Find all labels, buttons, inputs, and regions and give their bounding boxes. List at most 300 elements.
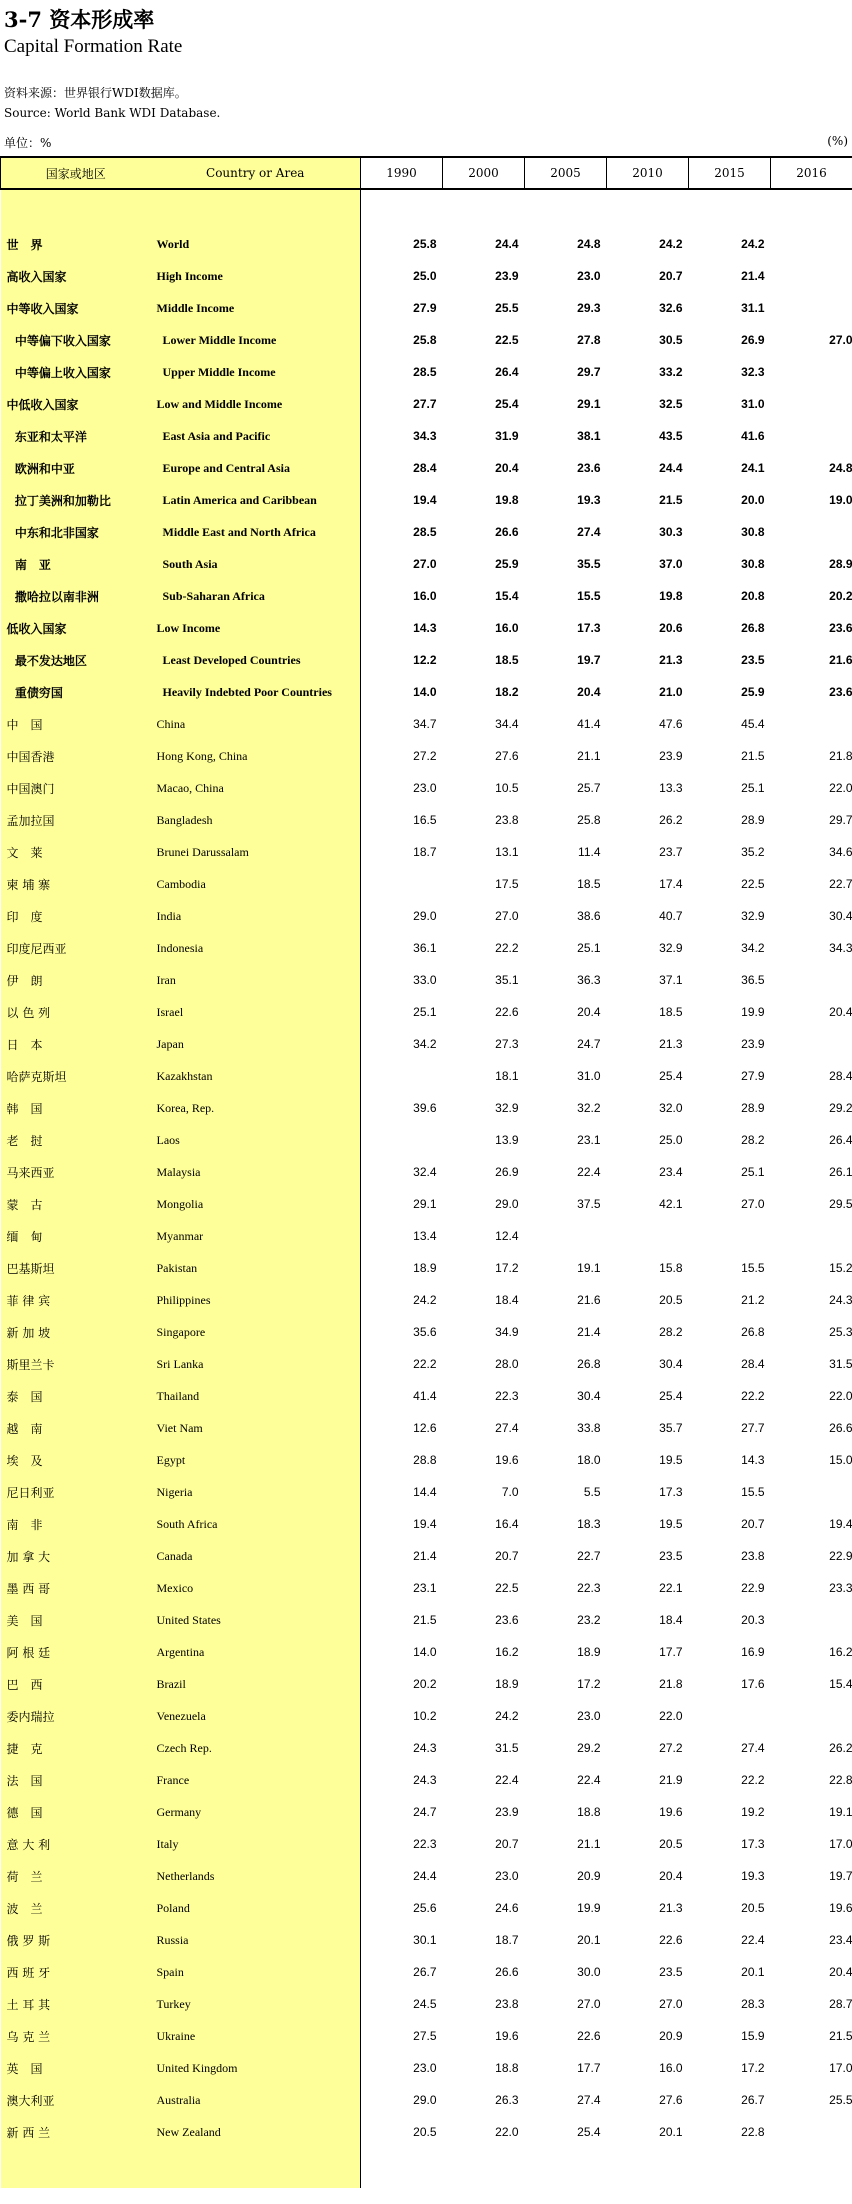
value-cell: 34.4: [495, 717, 519, 731]
country-name-cn: 中低收入国家: [1, 388, 151, 420]
value-cell: 22.0: [829, 781, 852, 795]
value-cell: 24.2: [659, 237, 683, 251]
value-cell: 21.5: [741, 749, 765, 763]
table-row: [1, 964, 852, 996]
value-cell: 11.4: [578, 845, 601, 859]
value-cell: 19.3: [577, 493, 601, 507]
value-cell: 31.5: [829, 1357, 852, 1371]
value-cell: 16.5: [413, 813, 437, 827]
value-cell: 27.4: [577, 2093, 601, 2107]
value-cell: 16.0: [495, 621, 519, 635]
value-cell: 22.0: [495, 2125, 519, 2139]
value-cell: 27.2: [413, 749, 437, 763]
value-cell: 22.9: [829, 1549, 852, 1563]
value-cell: [771, 1700, 852, 1732]
value-cell: 27.9: [741, 1069, 765, 1083]
value-cell: 28.9: [741, 813, 765, 827]
value-cell: 25.9: [741, 685, 765, 699]
value-cell: 14.0: [413, 1645, 437, 1659]
table-row: [1, 1476, 852, 1508]
value-cell: 17.3: [577, 621, 601, 635]
value-cell: 25.1: [413, 1005, 437, 1019]
value-cell: 21.3: [659, 1037, 683, 1051]
value-cell: 17.4: [659, 877, 683, 891]
value-cell: 23.4: [829, 1933, 852, 1947]
value-cell: 25.0: [659, 1133, 683, 1147]
value-cell: 23.9: [495, 269, 519, 283]
value-cell: 29.0: [413, 2093, 437, 2107]
value-cell: 18.5: [495, 653, 519, 667]
value-cell: [771, 420, 852, 452]
value-cell: 22.8: [829, 1773, 852, 1787]
country-name-en: Israel: [151, 996, 361, 1028]
value-cell: 33.0: [413, 973, 437, 987]
value-cell: 20.6: [659, 621, 683, 635]
value-cell: 32.0: [659, 1101, 683, 1115]
table-row: [1, 1124, 852, 1156]
spacer-cell: [689, 189, 771, 228]
table-row: [1, 1444, 852, 1476]
table-row: [1, 1572, 852, 1604]
value-cell: [771, 516, 852, 548]
country-name-cn: 意 大 利: [1, 1828, 151, 1860]
country-name-cn: 阿 根 廷: [1, 1636, 151, 1668]
country-name-en: Myanmar: [151, 1220, 361, 1252]
value-cell: 23.1: [413, 1581, 437, 1595]
value-cell: 32.9: [741, 909, 765, 923]
header-country-cn: 国家或地区: [1, 157, 151, 189]
value-cell: 27.0: [577, 1997, 601, 2011]
value-cell: 19.6: [495, 1453, 519, 1467]
value-cell: 22.0: [659, 1709, 683, 1723]
country-name-cn: 尼日利亚: [1, 1476, 151, 1508]
value-cell: 25.4: [577, 2125, 601, 2139]
value-cell: 20.1: [741, 1965, 765, 1979]
value-cell: 28.4: [829, 1069, 852, 1083]
value-cell: 32.9: [495, 1101, 519, 1115]
country-name-cn: 南 非: [1, 1508, 151, 1540]
value-cell: 19.7: [577, 653, 601, 667]
value-cell: 23.2: [577, 1613, 601, 1627]
filler-cell: [525, 2148, 607, 2188]
value-cell: 32.9: [659, 941, 683, 955]
value-cell: 28.8: [413, 1453, 437, 1467]
value-cell: 26.7: [741, 2093, 765, 2107]
value-cell: 23.8: [495, 813, 519, 827]
value-cell: 37.0: [659, 557, 683, 571]
table-row: [1, 452, 852, 484]
value-cell: 10.5: [495, 781, 519, 795]
value-cell: 26.3: [495, 2093, 519, 2107]
filler-cell: [151, 2148, 361, 2188]
value-cell: 20.4: [829, 1965, 852, 1979]
country-name-cn: 蒙 古: [1, 1188, 151, 1220]
country-name-en: East Asia and Pacific: [151, 420, 361, 452]
country-name-cn: 加 拿 大: [1, 1540, 151, 1572]
value-cell: 19.5: [659, 1453, 683, 1467]
value-cell: 23.9: [741, 1037, 765, 1051]
table-row: [1, 260, 852, 292]
value-cell: [771, 228, 852, 260]
value-cell: 20.4: [495, 461, 519, 475]
value-cell: 29.2: [829, 1101, 852, 1115]
value-cell: [607, 1220, 689, 1252]
country-name-cn: 澳大利亚: [1, 2084, 151, 2116]
country-name-en: Mexico: [151, 1572, 361, 1604]
country-name-en: Upper Middle Income: [151, 356, 361, 388]
value-cell: 20.2: [413, 1677, 437, 1691]
value-cell: 18.4: [659, 1613, 683, 1627]
value-cell: 26.9: [741, 333, 765, 347]
table-row: [1, 388, 852, 420]
value-cell: 36.3: [577, 973, 601, 987]
spacer-row: [1, 189, 852, 228]
value-cell: 24.6: [495, 1901, 519, 1915]
value-cell: 15.4: [829, 1677, 852, 1691]
table-row: [1, 1156, 852, 1188]
table-row: [1, 932, 852, 964]
value-cell: 12.4: [495, 1229, 519, 1243]
value-cell: 23.0: [413, 781, 437, 795]
value-cell: 30.3: [659, 525, 683, 539]
value-cell: 28.7: [829, 1997, 852, 2011]
table-row: [1, 2116, 852, 2148]
country-name-en: Low and Middle Income: [151, 388, 361, 420]
country-name-cn: 英 国: [1, 2052, 151, 2084]
country-name-en: World: [151, 228, 361, 260]
value-cell: 22.3: [495, 1389, 519, 1403]
value-cell: 29.7: [577, 365, 601, 379]
value-cell: 20.4: [577, 685, 601, 699]
country-name-cn: 美 国: [1, 1604, 151, 1636]
value-cell: 24.3: [413, 1741, 437, 1755]
country-name-en: China: [151, 708, 361, 740]
value-cell: 22.6: [577, 2029, 601, 2043]
country-name-cn: 重债穷国: [1, 676, 151, 708]
value-cell: 18.8: [577, 1805, 601, 1819]
value-cell: 39.6: [413, 1101, 437, 1115]
table-row: [1, 1508, 852, 1540]
value-cell: 36.1: [413, 941, 437, 955]
value-cell: 18.7: [413, 845, 437, 859]
country-name-en: Middle Income: [151, 292, 361, 324]
value-cell: 23.0: [413, 2061, 437, 2075]
filler-cell: [771, 2148, 852, 2188]
value-cell: 28.5: [413, 525, 437, 539]
country-name-en: Singapore: [151, 1316, 361, 1348]
value-cell: 20.4: [659, 1869, 683, 1883]
value-cell: 21.1: [577, 1837, 601, 1851]
country-name-en: Malaysia: [151, 1156, 361, 1188]
value-cell: 26.4: [495, 365, 519, 379]
value-cell: 31.5: [495, 1741, 519, 1755]
table-row: [1, 324, 852, 356]
value-cell: 30.1: [413, 1933, 437, 1947]
value-cell: 25.4: [659, 1389, 683, 1403]
value-cell: 22.9: [741, 1581, 765, 1595]
table-row: [1, 1028, 852, 1060]
value-cell: 27.4: [495, 1421, 519, 1435]
country-name-cn: 泰 国: [1, 1380, 151, 1412]
value-cell: 20.1: [659, 2125, 683, 2139]
value-cell: 29.1: [413, 1197, 437, 1211]
value-cell: 19.9: [577, 1901, 601, 1915]
value-cell: 25.5: [495, 301, 519, 315]
value-cell: 25.5: [829, 2093, 852, 2107]
value-cell: 19.6: [659, 1805, 683, 1819]
value-cell: 23.6: [495, 1613, 519, 1627]
country-name-cn: 以 色 列: [1, 996, 151, 1028]
country-name-en: Brunei Darussalam: [151, 836, 361, 868]
value-cell: 27.2: [659, 1741, 683, 1755]
value-cell: 21.8: [829, 749, 852, 763]
value-cell: 23.1: [577, 1133, 601, 1147]
country-name-en: Heavily Indebted Poor Countries: [151, 676, 361, 708]
spacer-cell: [361, 189, 443, 228]
filler-cell: [607, 2148, 689, 2188]
value-cell: 18.7: [495, 1933, 519, 1947]
value-cell: 27.0: [413, 557, 437, 571]
value-cell: 27.0: [495, 909, 519, 923]
country-name-cn: 拉丁美洲和加勒比: [1, 484, 151, 516]
value-cell: 24.2: [495, 1709, 519, 1723]
source-note-cn: 资料来源：世界银行WDI数据库。: [4, 86, 187, 100]
value-cell: 19.5: [659, 1517, 683, 1531]
country-name-en: Low Income: [151, 612, 361, 644]
value-cell: 22.3: [577, 1581, 601, 1595]
filler-cell: [443, 2148, 525, 2188]
value-cell: 38.6: [577, 909, 601, 923]
country-name-en: Ukraine: [151, 2020, 361, 2052]
value-cell: 21.3: [659, 653, 683, 667]
table-row: [1, 676, 852, 708]
value-cell: 18.9: [495, 1677, 519, 1691]
value-cell: 34.2: [413, 1037, 437, 1051]
value-cell: 45.4: [741, 717, 765, 731]
header-year: 2005: [525, 157, 607, 189]
value-cell: 22.0: [829, 1389, 852, 1403]
country-name-en: Least Developed Countries: [151, 644, 361, 676]
value-cell: 30.0: [577, 1965, 601, 1979]
table-row: [1, 356, 852, 388]
country-name-en: Middle East and North Africa: [151, 516, 361, 548]
value-cell: 20.7: [741, 1517, 765, 1531]
value-cell: 18.2: [495, 685, 519, 699]
value-cell: 27.6: [495, 749, 519, 763]
value-cell: 21.4: [413, 1549, 437, 1563]
country-name-cn: 埃 及: [1, 1444, 151, 1476]
country-name-en: Iran: [151, 964, 361, 996]
value-cell: 20.4: [577, 1005, 601, 1019]
table-body: [1, 189, 852, 2188]
table-row: [1, 1092, 852, 1124]
table-row: [1, 1316, 852, 1348]
spacer-cell: [771, 189, 852, 228]
value-cell: 18.1: [495, 1069, 519, 1083]
value-cell: 26.7: [413, 1965, 437, 1979]
country-name-en: Hong Kong, China: [151, 740, 361, 772]
value-cell: 36.5: [741, 973, 765, 987]
value-cell: 27.0: [659, 1997, 683, 2011]
value-cell: 27.4: [741, 1741, 765, 1755]
table-row: [1, 1060, 852, 1092]
country-name-cn: 最不发达地区: [1, 644, 151, 676]
value-cell: 22.1: [659, 1581, 683, 1595]
value-cell: 21.6: [577, 1293, 601, 1307]
header-year: 2000: [443, 157, 525, 189]
value-cell: [771, 2116, 852, 2148]
value-cell: 23.6: [829, 685, 852, 699]
value-cell: 21.2: [741, 1293, 765, 1307]
country-name-cn: 委内瑞拉: [1, 1700, 151, 1732]
value-cell: 18.0: [577, 1453, 601, 1467]
value-cell: 23.8: [495, 1997, 519, 2011]
value-cell: 23.5: [741, 653, 765, 667]
value-cell: [771, 1220, 852, 1252]
table-row: [1, 580, 852, 612]
value-cell: 19.2: [741, 1805, 765, 1819]
table-row: [1, 772, 852, 804]
value-cell: 19.9: [741, 1005, 765, 1019]
value-cell: 27.9: [413, 301, 437, 315]
value-cell: 16.0: [413, 589, 437, 603]
country-name-cn: 中国澳门: [1, 772, 151, 804]
value-cell: 18.4: [495, 1293, 519, 1307]
table-row: [1, 1956, 852, 1988]
country-name-en: New Zealand: [151, 2116, 361, 2148]
value-cell: [771, 260, 852, 292]
value-cell: 17.7: [577, 2061, 601, 2075]
value-cell: 35.6: [413, 1325, 437, 1339]
value-cell: 15.8: [659, 1261, 683, 1275]
table-header-row: [1, 157, 852, 189]
value-cell: 22.2: [741, 1773, 765, 1787]
table-row: [1, 1860, 852, 1892]
value-cell: 35.7: [659, 1421, 683, 1435]
value-cell: 20.3: [741, 1613, 765, 1627]
value-cell: 34.7: [413, 717, 437, 731]
country-name-cn: 欧洲和中亚: [1, 452, 151, 484]
value-cell: 28.9: [741, 1101, 765, 1115]
value-cell: 24.4: [495, 237, 519, 251]
value-cell: 27.3: [495, 1037, 519, 1051]
table-row: [1, 1188, 852, 1220]
value-cell: 13.3: [659, 781, 683, 795]
value-cell: 22.7: [577, 1549, 601, 1563]
value-cell: 21.5: [659, 493, 683, 507]
country-name-cn: 东亚和太平洋: [1, 420, 151, 452]
table-row: [1, 868, 852, 900]
value-cell: 16.0: [659, 2061, 683, 2075]
country-name-en: Argentina: [151, 1636, 361, 1668]
value-cell: 25.9: [495, 557, 519, 571]
value-cell: 27.4: [577, 525, 601, 539]
value-cell: 13.9: [495, 1133, 519, 1147]
value-cell: 19.8: [495, 493, 519, 507]
value-cell: 26.6: [829, 1421, 852, 1435]
value-cell: 26.8: [577, 1357, 601, 1371]
table-row: [1, 996, 852, 1028]
value-cell: 25.0: [413, 269, 437, 283]
value-cell: 23.9: [495, 1805, 519, 1819]
value-cell: 18.5: [659, 1005, 683, 1019]
value-cell: 26.9: [495, 1165, 519, 1179]
value-cell: 22.4: [577, 1165, 601, 1179]
value-cell: 20.9: [577, 1869, 601, 1883]
country-name-en: Turkey: [151, 1988, 361, 2020]
value-cell: 17.6: [741, 1677, 765, 1691]
value-cell: 15.5: [741, 1261, 765, 1275]
country-name-en: Sub-Saharan Africa: [151, 580, 361, 612]
value-cell: 19.1: [577, 1261, 601, 1275]
country-name-en: Laos: [151, 1124, 361, 1156]
country-name-en: France: [151, 1764, 361, 1796]
value-cell: 37.5: [577, 1197, 601, 1211]
country-name-cn: 马来西亚: [1, 1156, 151, 1188]
value-cell: 22.5: [495, 1581, 519, 1595]
country-name-en: Czech Rep.: [151, 1732, 361, 1764]
table-row: [1, 1924, 852, 1956]
value-cell: 19.1: [829, 1805, 852, 1819]
table-row: [1, 292, 852, 324]
value-cell: 22.5: [495, 333, 519, 347]
country-name-en: United Kingdom: [151, 2052, 361, 2084]
value-cell: 29.0: [495, 1197, 519, 1211]
country-name-en: Mongolia: [151, 1188, 361, 1220]
country-name-cn: 中等收入国家: [1, 292, 151, 324]
country-name-cn: 巴基斯坦: [1, 1252, 151, 1284]
value-cell: 23.6: [577, 461, 601, 475]
country-name-en: Australia: [151, 2084, 361, 2116]
spacer-cell: [443, 189, 525, 228]
value-cell: 22.2: [741, 1389, 765, 1403]
value-cell: 30.4: [577, 1389, 601, 1403]
value-cell: 26.4: [829, 1133, 852, 1147]
value-cell: 13.4: [413, 1229, 437, 1243]
value-cell: 5.5: [583, 1485, 601, 1499]
country-name-en: Brazil: [151, 1668, 361, 1700]
value-cell: 20.5: [413, 2125, 437, 2139]
value-cell: 34.2: [741, 941, 765, 955]
value-cell: 21.4: [741, 269, 765, 283]
value-cell: [361, 868, 443, 900]
value-cell: 25.7: [577, 781, 601, 795]
value-cell: [525, 1220, 607, 1252]
value-cell: 17.3: [659, 1485, 683, 1499]
value-cell: 20.7: [659, 269, 683, 283]
value-cell: 30.8: [741, 557, 765, 571]
spacer-cell: [525, 189, 607, 228]
table-row: [1, 2084, 852, 2116]
value-cell: 24.8: [829, 461, 852, 475]
bottom-filler-row: [1, 2148, 852, 2188]
value-cell: 19.6: [829, 1901, 852, 1915]
value-cell: 32.4: [413, 1165, 437, 1179]
value-cell: 17.3: [741, 1837, 765, 1851]
value-cell: 22.7: [829, 877, 852, 891]
table-row: [1, 1796, 852, 1828]
country-name-cn: 撒哈拉以南非洲: [1, 580, 151, 612]
value-cell: 24.7: [413, 1805, 437, 1819]
country-name-cn: 中等偏上收入国家: [1, 356, 151, 388]
table-row: [1, 804, 852, 836]
country-name-cn: 中国香港: [1, 740, 151, 772]
country-name-en: Sri Lanka: [151, 1348, 361, 1380]
value-cell: 29.0: [413, 909, 437, 923]
table-row: [1, 1252, 852, 1284]
table-row: [1, 228, 852, 260]
value-cell: 41.6: [741, 429, 765, 443]
